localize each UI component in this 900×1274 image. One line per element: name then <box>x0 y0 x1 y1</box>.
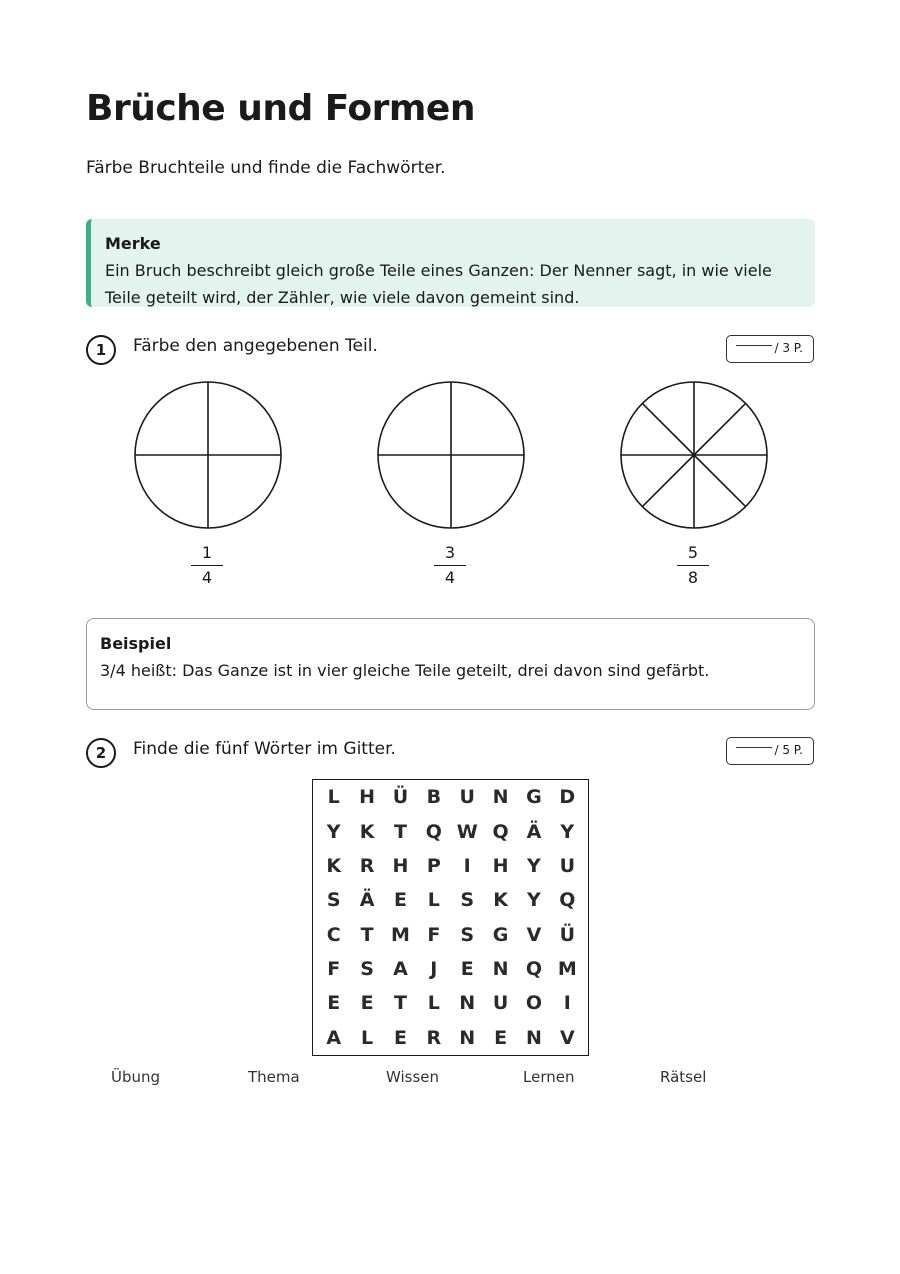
grid-letter[interactable]: E <box>393 1026 407 1049</box>
grid-letter[interactable]: M <box>390 923 410 946</box>
beispiel-text: 3/4 heißt: Das Ganze ist in vier gleiche Teile geteilt, drei davon sind gefärbt. <box>100 661 710 680</box>
fraction-bar <box>677 565 709 566</box>
grid-letter[interactable]: Ü <box>392 786 409 809</box>
circle-divider-line <box>694 455 746 507</box>
merke-title: Merke <box>105 234 161 253</box>
grid-letter[interactable]: T <box>360 923 374 946</box>
grid-letter[interactable]: L <box>361 1026 374 1049</box>
grid-letter[interactable]: N <box>492 958 509 981</box>
grid-letter[interactable]: Y <box>560 820 575 843</box>
grid-letter[interactable]: A <box>393 958 408 981</box>
fraction-bar <box>434 565 466 566</box>
grid-letter[interactable]: Q <box>492 820 509 843</box>
grid-letter[interactable]: V <box>526 923 542 946</box>
grid-letter[interactable]: Q <box>559 889 576 912</box>
word-list-item: Wissen <box>386 1068 440 1086</box>
fraction-label-2 <box>430 543 470 588</box>
grid-letter[interactable]: M <box>557 958 577 981</box>
grid-letter[interactable]: H <box>359 786 376 809</box>
grid-letter[interactable]: R <box>426 1026 442 1049</box>
grid-letter[interactable]: S <box>460 923 475 946</box>
grid-letter[interactable]: P <box>426 854 441 877</box>
grid-letter[interactable]: Y <box>527 854 541 877</box>
grid-letter[interactable]: F <box>327 958 341 981</box>
fraction-1-numerator: 1 <box>201 543 213 562</box>
merke-text-line-1: Ein Bruch beschreibt gleich große Teile eines Ganzen: Der Nenner sagt, in wie viele <box>105 261 772 280</box>
beispiel-box <box>86 618 815 710</box>
grid-letter[interactable]: U <box>459 786 475 809</box>
grid-letter[interactable]: J <box>430 958 438 981</box>
grid-letter[interactable]: Ü <box>559 923 576 946</box>
grid-letter[interactable]: N <box>492 786 509 809</box>
page-subtitle: Färbe Bruchteile und finde die Fachwörter. <box>86 158 446 178</box>
grid-letter[interactable]: L <box>327 786 340 809</box>
grid-letter[interactable]: T <box>393 820 407 843</box>
grid-letter[interactable]: S <box>326 889 341 912</box>
grid-letter[interactable]: S <box>360 958 374 981</box>
grid-letter[interactable]: U <box>492 992 509 1015</box>
grid-letter[interactable]: E <box>494 1026 508 1049</box>
grid-letter[interactable]: N <box>459 992 476 1015</box>
word-list-item: Thema <box>248 1068 300 1086</box>
grid-letter[interactable]: I <box>463 854 471 877</box>
grid-letter[interactable]: Q <box>525 958 543 981</box>
grid-letter[interactable]: L <box>427 889 440 912</box>
fraction-2-denominator: 4 <box>444 568 456 587</box>
grid-letter[interactable]: U <box>559 854 576 877</box>
grid-letter[interactable]: E <box>327 992 341 1015</box>
word-search-grid[interactable] <box>312 779 589 1056</box>
task-2-instruction: Finde die fünf Wörter im Gitter. <box>133 739 396 759</box>
grid-letter[interactable]: Q <box>425 820 442 843</box>
fraction-label-1 <box>187 543 227 588</box>
points-blank <box>736 747 772 748</box>
grid-letter[interactable]: O <box>525 992 543 1015</box>
grid-letter[interactable]: W <box>456 820 478 843</box>
circle-divider-line <box>694 403 746 455</box>
task-number-2: 2 <box>86 738 116 768</box>
merke-text-line-2: Teile geteilt wird, der Zähler, wie viele davon gemeint sind. <box>105 288 580 307</box>
beispiel-title: Beispiel <box>100 634 172 653</box>
page-title: Brüche und Formen <box>86 88 475 129</box>
grid-letter[interactable]: B <box>426 786 442 809</box>
grid-letter[interactable]: H <box>392 854 409 877</box>
grid-letter[interactable]: I <box>563 992 571 1015</box>
grid-letter[interactable]: E <box>393 889 407 912</box>
word-list-item: Übung <box>111 1068 161 1086</box>
grid-letter[interactable]: N <box>459 1026 476 1049</box>
grid-letter[interactable]: S <box>460 889 475 912</box>
grid-letter[interactable]: L <box>427 992 440 1015</box>
fraction-bar <box>191 565 223 566</box>
grid-letter[interactable]: R <box>359 854 375 877</box>
circle-divider-line <box>642 403 694 455</box>
grid-letter[interactable]: K <box>326 854 342 877</box>
task-number-1: 1 <box>86 335 116 365</box>
grid-letter[interactable]: N <box>525 1026 542 1049</box>
grid-letter[interactable]: G <box>492 923 509 946</box>
grid-letter[interactable]: F <box>427 923 441 946</box>
task-1-instruction: Färbe den angegebenen Teil. <box>133 336 378 356</box>
grid-letter[interactable]: A <box>326 1026 342 1049</box>
fraction-3-numerator: 5 <box>687 543 699 562</box>
fraction-3-denominator: 8 <box>687 568 699 587</box>
grid-letter[interactable]: V <box>559 1026 575 1049</box>
fraction-label-3 <box>673 543 713 588</box>
fraction-2-numerator: 3 <box>444 543 456 562</box>
task-1-points-label: / 3 P. <box>774 341 803 355</box>
grid-letter[interactable]: Ä <box>526 820 542 843</box>
grid-letter[interactable]: H <box>492 854 509 877</box>
grid-letter[interactable]: Ä <box>359 889 375 912</box>
fraction-circles <box>0 0 900 600</box>
grid-letter[interactable]: K <box>359 820 375 843</box>
grid-letter[interactable]: E <box>460 958 474 981</box>
grid-letter[interactable]: G <box>526 786 542 809</box>
fraction-1-denominator: 4 <box>201 568 213 587</box>
word-list-item: Lernen <box>523 1068 575 1086</box>
task-2-points-box[interactable] <box>726 737 814 765</box>
circle-divider-line <box>642 455 694 507</box>
grid-letter[interactable]: T <box>393 992 407 1015</box>
word-list-item: Rätsel <box>660 1068 707 1086</box>
grid-letter[interactable]: K <box>493 889 508 912</box>
grid-letter[interactable]: E <box>360 992 374 1015</box>
grid-letter[interactable]: Y <box>326 820 341 843</box>
grid-letter[interactable]: C <box>326 923 341 946</box>
task-2-points-label: / 5 P. <box>774 743 803 757</box>
grid-letter[interactable]: Y <box>527 889 541 912</box>
grid-letter[interactable]: D <box>559 786 576 809</box>
